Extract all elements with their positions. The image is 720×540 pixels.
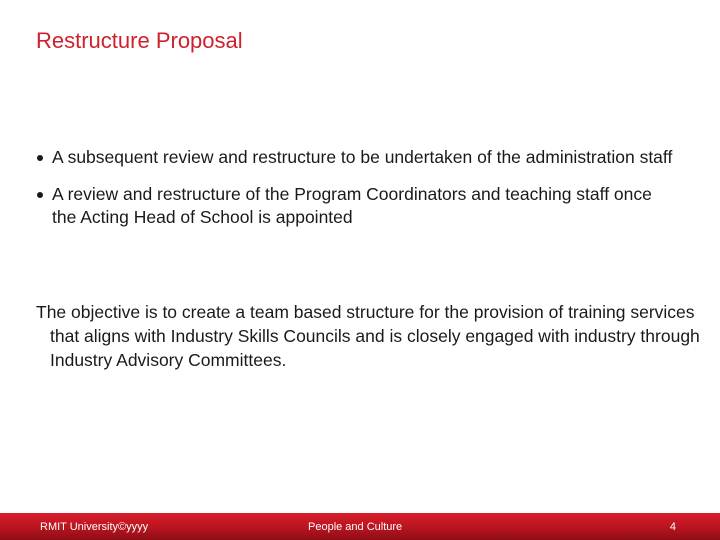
bullet-dot-icon [37, 155, 43, 161]
bullet-item [36, 146, 676, 169]
footer-department: People and Culture [308, 521, 403, 533]
bullet-text: A subsequent review and restructure to be undertaken of the administration staff [52, 147, 673, 167]
bullet-list [36, 146, 676, 243]
bullet-item [36, 183, 676, 229]
page-number: 4 [669, 521, 676, 533]
bullet-dot-icon [37, 192, 43, 198]
slide-title: Restructure Proposal [36, 28, 243, 53]
bullet-text: A review and restructure of the Program Coordinators and teaching staff once the Acting Head of School is appointed [52, 184, 652, 227]
objective-paragraph: The objective is to create a team based structure for the provision of training services that aligns with Industry Skills Councils and is closely engaged with industry through Industry Advisory Committees. [36, 302, 700, 370]
footer-copyright: RMIT University©yyyy [40, 521, 149, 533]
footer-bar [0, 513, 720, 540]
